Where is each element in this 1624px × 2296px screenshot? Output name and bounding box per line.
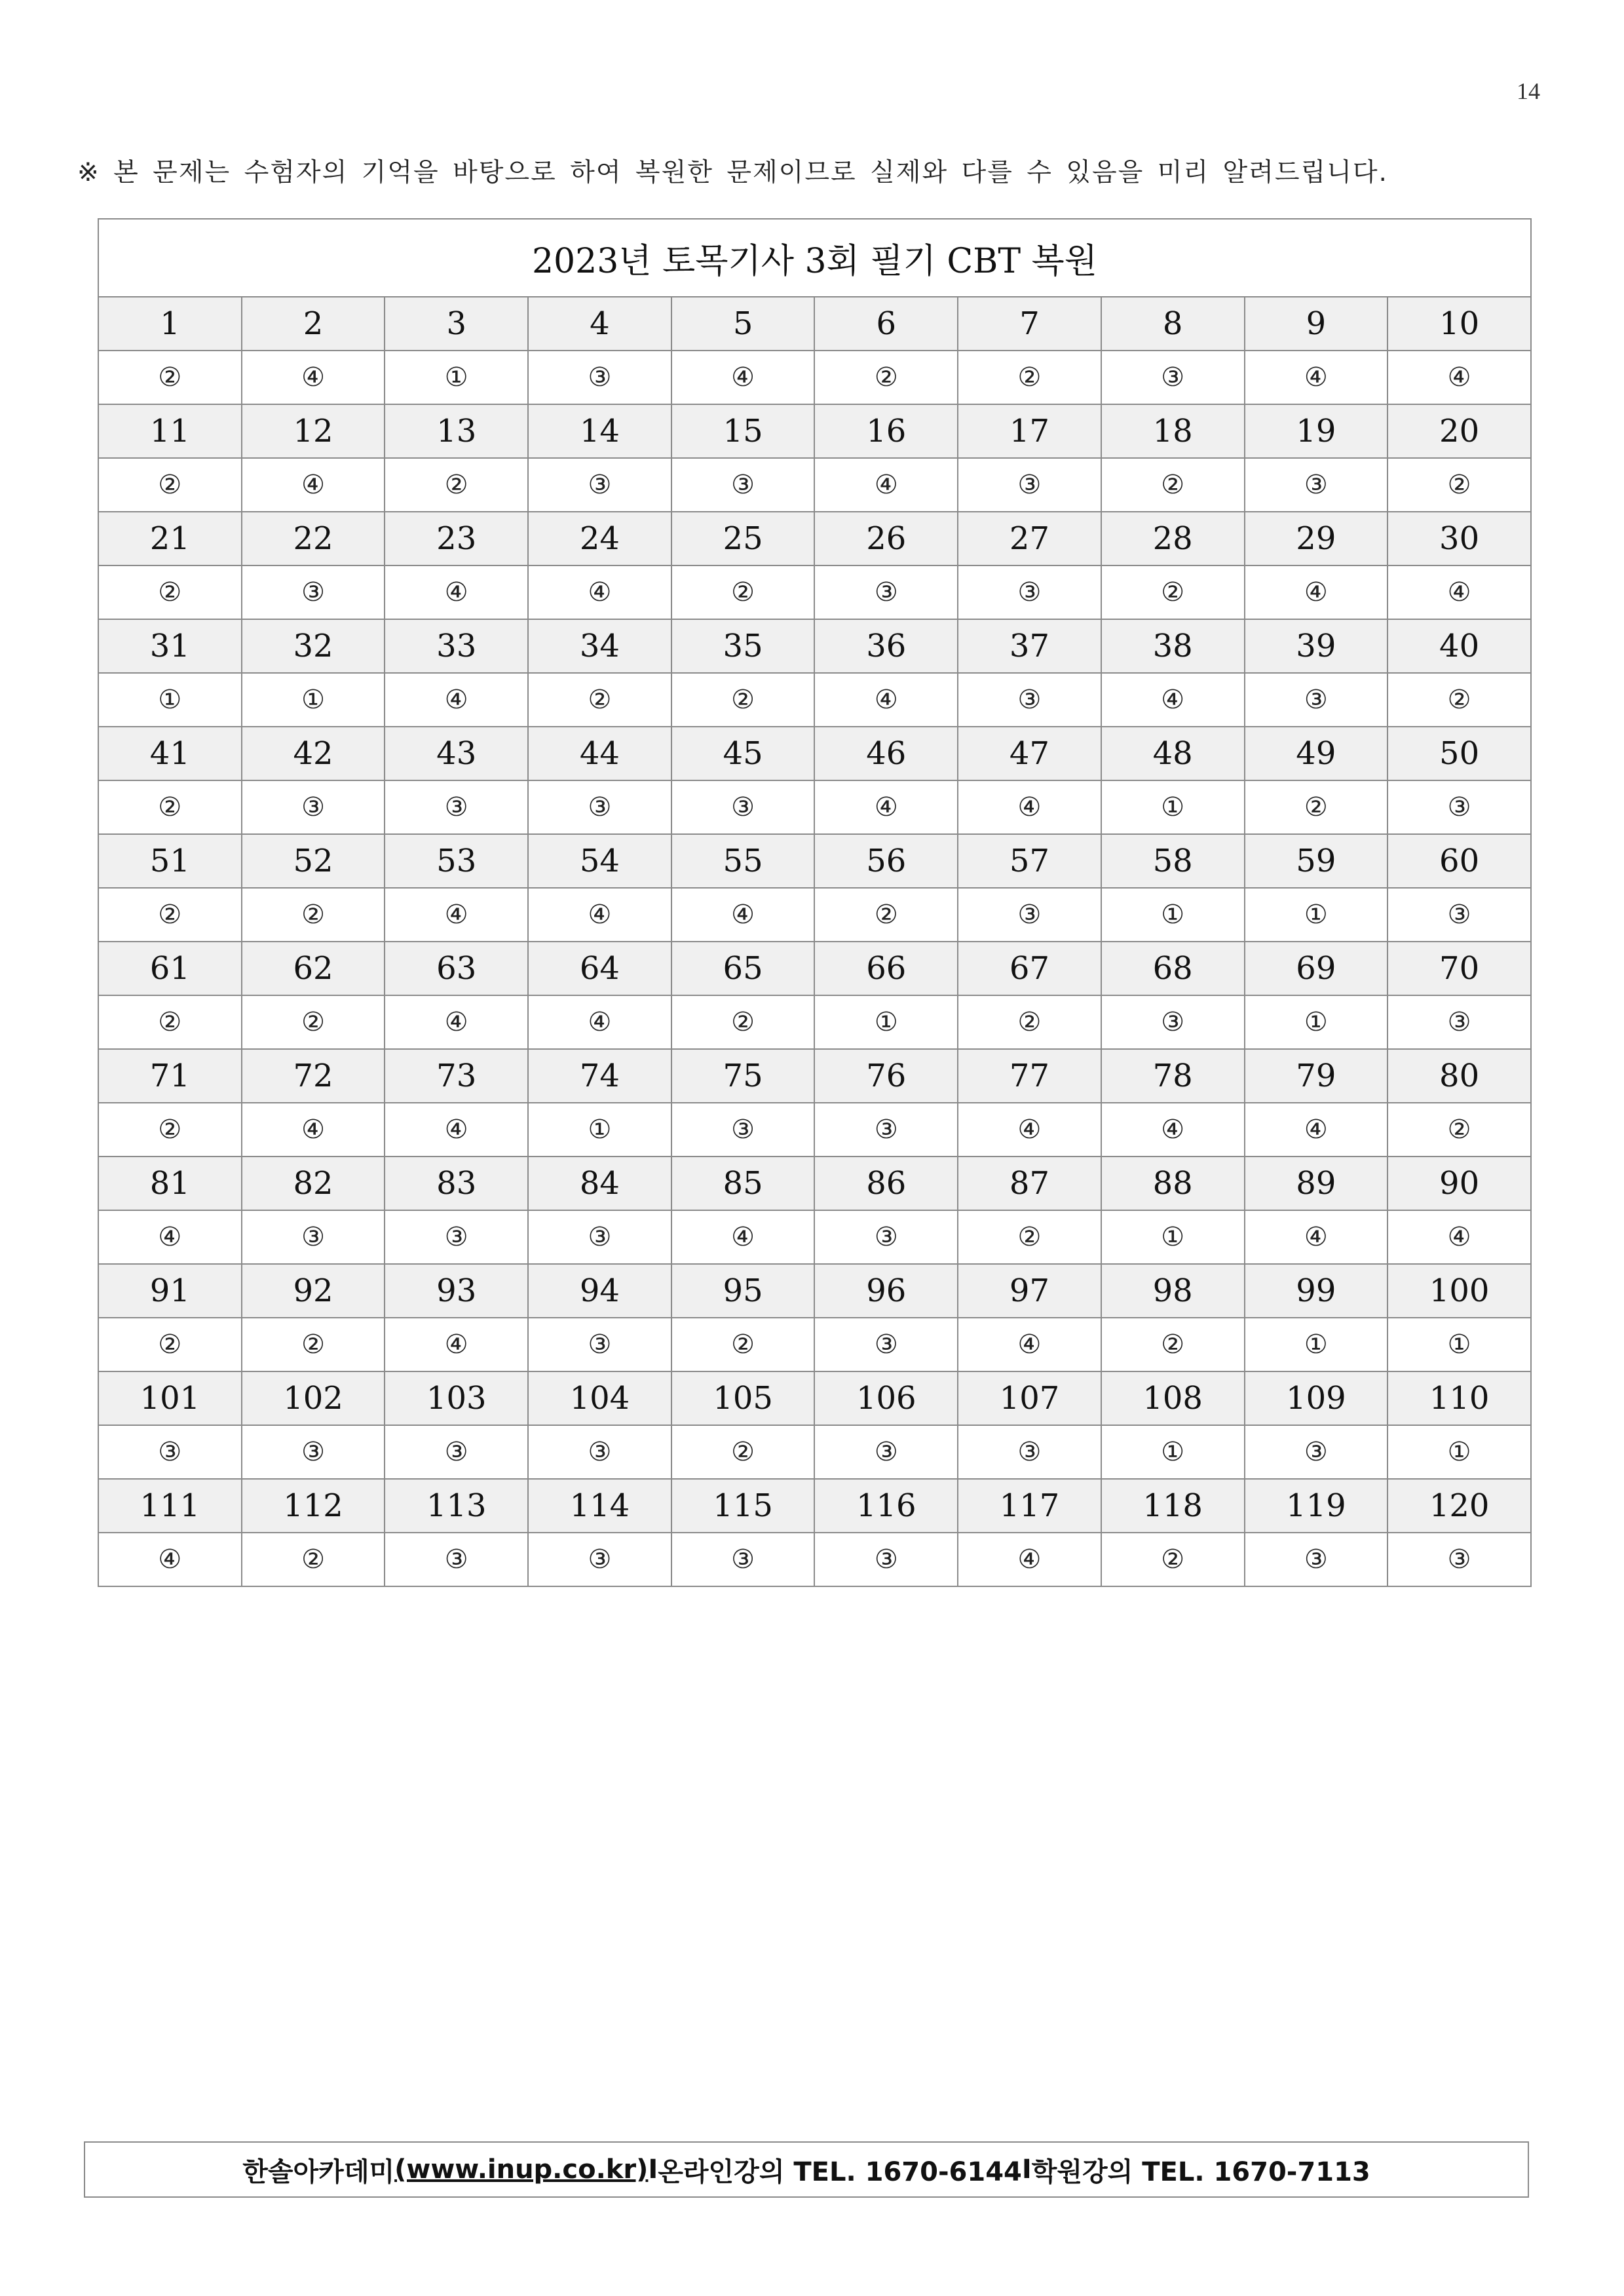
answer-cell: ②: [671, 673, 815, 727]
answer-cell: ④: [242, 351, 385, 404]
question-number-cell: 85: [671, 1157, 815, 1210]
question-number-cell: 36: [814, 619, 958, 673]
answer-cell: ①: [528, 1103, 671, 1157]
question-number-cell: 113: [385, 1479, 528, 1533]
question-number-cell: 3: [385, 297, 528, 351]
question-number-cell: 19: [1245, 404, 1388, 458]
question-number-cell: 112: [242, 1479, 385, 1533]
question-number-row: [98, 619, 1531, 673]
answer-cell: ②: [671, 565, 815, 619]
question-number-cell: 120: [1388, 1479, 1531, 1533]
question-number-cell: 114: [528, 1479, 671, 1533]
answer-cell: ②: [385, 458, 528, 512]
question-number-cell: 54: [528, 834, 671, 888]
answer-row: [98, 888, 1531, 942]
question-number-cell: 9: [1245, 297, 1388, 351]
answer-cell: ①: [1101, 1210, 1245, 1264]
question-number-cell: 96: [814, 1264, 958, 1318]
answer-cell: ②: [98, 458, 242, 512]
question-number-cell: 78: [1101, 1049, 1245, 1103]
answer-cell: ②: [1101, 565, 1245, 619]
answer-cell: ③: [671, 1103, 815, 1157]
answer-cell: ③: [528, 1425, 671, 1479]
question-number-cell: 92: [242, 1264, 385, 1318]
footer-offline-tel: 학원강의 TEL. 1670-7113: [1031, 2156, 1370, 2187]
answer-cell: ③: [1388, 1533, 1531, 1586]
question-number-cell: 95: [671, 1264, 815, 1318]
question-number-cell: 81: [98, 1157, 242, 1210]
answer-cell: ④: [1388, 351, 1531, 404]
answer-cell: ③: [385, 1210, 528, 1264]
question-number-row: [98, 1371, 1531, 1425]
answer-cell: ②: [242, 1318, 385, 1371]
question-number-row: [98, 1479, 1531, 1533]
answer-cell: ③: [671, 1533, 815, 1586]
answer-cell: ③: [385, 1425, 528, 1479]
answer-cell: ③: [385, 1533, 528, 1586]
answer-cell: ②: [98, 995, 242, 1049]
question-number-cell: 23: [385, 512, 528, 565]
question-number-cell: 84: [528, 1157, 671, 1210]
question-number-cell: 25: [671, 512, 815, 565]
question-number-cell: 48: [1101, 727, 1245, 780]
question-number-cell: 49: [1245, 727, 1388, 780]
question-number-cell: 14: [528, 404, 671, 458]
question-number-cell: 50: [1388, 727, 1531, 780]
answer-cell: ③: [242, 1210, 385, 1264]
question-number-cell: 33: [385, 619, 528, 673]
question-number-cell: 37: [958, 619, 1101, 673]
answer-cell: ④: [528, 995, 671, 1049]
answer-cell: ④: [671, 351, 815, 404]
question-number-cell: 116: [814, 1479, 958, 1533]
question-number-row: [98, 834, 1531, 888]
question-number-cell: 8: [1101, 297, 1245, 351]
question-number-cell: 22: [242, 512, 385, 565]
answer-cell: ④: [385, 1318, 528, 1371]
question-number-cell: 118: [1101, 1479, 1245, 1533]
question-number-cell: 15: [671, 404, 815, 458]
question-number-row: [98, 512, 1531, 565]
question-number-cell: 62: [242, 942, 385, 995]
question-number-cell: 5: [671, 297, 815, 351]
answer-cell: ①: [1101, 780, 1245, 834]
answer-cell: ④: [958, 1318, 1101, 1371]
question-number-cell: 20: [1388, 404, 1531, 458]
question-number-cell: 52: [242, 834, 385, 888]
answer-cell: ①: [242, 673, 385, 727]
question-number-cell: 1: [98, 297, 242, 351]
answer-cell: ②: [98, 1103, 242, 1157]
answer-cell: ④: [814, 780, 958, 834]
question-number-cell: 83: [385, 1157, 528, 1210]
question-number-cell: 64: [528, 942, 671, 995]
answer-cell: ③: [1388, 780, 1531, 834]
question-number-cell: 2: [242, 297, 385, 351]
question-number-cell: 53: [385, 834, 528, 888]
question-number-cell: 40: [1388, 619, 1531, 673]
answer-cell: ③: [1245, 673, 1388, 727]
footer-academy: 한솔아카데미: [242, 2156, 395, 2187]
answer-cell: ④: [1388, 565, 1531, 619]
answer-cell: ④: [671, 1210, 815, 1264]
answer-cell: ②: [242, 995, 385, 1049]
question-number-cell: 56: [814, 834, 958, 888]
question-number-cell: 31: [98, 619, 242, 673]
title-row: [98, 219, 1531, 297]
question-number-cell: 102: [242, 1371, 385, 1425]
answer-cell: ②: [958, 1210, 1101, 1264]
answer-cell: ③: [242, 780, 385, 834]
footer-bar: [84, 2141, 1529, 2198]
question-number-cell: 109: [1245, 1371, 1388, 1425]
answer-row: [98, 351, 1531, 404]
question-number-cell: 106: [814, 1371, 958, 1425]
question-number-cell: 7: [958, 297, 1101, 351]
answer-cell: ②: [1388, 1103, 1531, 1157]
footer-url-link[interactable]: (www.inup.co.kr): [394, 2154, 649, 2185]
answer-cell: ③: [671, 458, 815, 512]
answer-row: [98, 1210, 1531, 1264]
answer-cell: ②: [98, 351, 242, 404]
answer-cell: ④: [814, 673, 958, 727]
answer-cell: ③: [1388, 995, 1531, 1049]
question-number-cell: 42: [242, 727, 385, 780]
question-number-cell: 87: [958, 1157, 1101, 1210]
answer-cell: ①: [98, 673, 242, 727]
answer-cell: ②: [814, 351, 958, 404]
answer-row: [98, 565, 1531, 619]
question-number-cell: 66: [814, 942, 958, 995]
answer-cell: ③: [528, 458, 671, 512]
answer-cell: ②: [671, 995, 815, 1049]
question-number-cell: 107: [958, 1371, 1101, 1425]
answer-cell: ③: [385, 780, 528, 834]
question-number-cell: 10: [1388, 297, 1531, 351]
answer-row: [98, 1533, 1531, 1586]
answer-cell: ③: [528, 1318, 671, 1371]
question-number-cell: 68: [1101, 942, 1245, 995]
answer-cell: ①: [1245, 1318, 1388, 1371]
answer-cell: ④: [671, 888, 815, 942]
answer-cell: ③: [958, 888, 1101, 942]
answer-cell: ②: [958, 351, 1101, 404]
answer-cell: ③: [814, 1210, 958, 1264]
question-number-cell: 89: [1245, 1157, 1388, 1210]
answer-cell: ④: [958, 780, 1101, 834]
footer-online-tel: 온라인강의 TEL. 1670-6144: [658, 2156, 1022, 2187]
question-number-cell: 30: [1388, 512, 1531, 565]
answer-cell: ②: [528, 673, 671, 727]
question-number-cell: 59: [1245, 834, 1388, 888]
question-number-cell: 63: [385, 942, 528, 995]
answer-cell: ③: [671, 780, 815, 834]
question-number-cell: 45: [671, 727, 815, 780]
answer-row: [98, 1103, 1531, 1157]
question-number-row: [98, 297, 1531, 351]
answer-cell: ③: [958, 458, 1101, 512]
answer-cell: ③: [528, 351, 671, 404]
question-number-cell: 39: [1245, 619, 1388, 673]
answer-cell: ④: [98, 1533, 242, 1586]
question-number-cell: 21: [98, 512, 242, 565]
answer-cell: ④: [385, 1103, 528, 1157]
question-number-cell: 28: [1101, 512, 1245, 565]
question-number-cell: 74: [528, 1049, 671, 1103]
question-number-cell: 43: [385, 727, 528, 780]
question-number-cell: 100: [1388, 1264, 1531, 1318]
answer-cell: ④: [98, 1210, 242, 1264]
answer-cell: ②: [814, 888, 958, 942]
question-number-cell: 101: [98, 1371, 242, 1425]
question-number-cell: 103: [385, 1371, 528, 1425]
answer-cell: ④: [958, 1103, 1101, 1157]
question-number-cell: 88: [1101, 1157, 1245, 1210]
answer-cell: ③: [1245, 1533, 1388, 1586]
answer-cell: ④: [242, 1103, 385, 1157]
question-number-cell: 71: [98, 1049, 242, 1103]
answer-cell: ②: [671, 1318, 815, 1371]
answer-cell: ③: [528, 1533, 671, 1586]
question-number-row: [98, 1264, 1531, 1318]
question-number-cell: 51: [98, 834, 242, 888]
answer-cell: ②: [1388, 673, 1531, 727]
question-number-cell: 35: [671, 619, 815, 673]
answer-row: [98, 458, 1531, 512]
answer-cell: ②: [1101, 1533, 1245, 1586]
question-number-cell: 34: [528, 619, 671, 673]
question-number-row: [98, 942, 1531, 995]
answer-cell: ④: [528, 888, 671, 942]
question-number-cell: 105: [671, 1371, 815, 1425]
answer-cell: ③: [528, 1210, 671, 1264]
answer-cell: ④: [242, 458, 385, 512]
question-number-cell: 57: [958, 834, 1101, 888]
answer-cell: ②: [242, 1533, 385, 1586]
question-number-cell: 67: [958, 942, 1101, 995]
question-number-cell: 91: [98, 1264, 242, 1318]
answer-cell: ④: [385, 673, 528, 727]
answer-cell: ①: [385, 351, 528, 404]
answer-cell: ④: [385, 565, 528, 619]
question-number-cell: 110: [1388, 1371, 1531, 1425]
answer-table: [98, 218, 1532, 1587]
question-number-row: [98, 404, 1531, 458]
question-number-cell: 111: [98, 1479, 242, 1533]
answer-cell: ②: [98, 1318, 242, 1371]
question-number-cell: 77: [958, 1049, 1101, 1103]
answer-cell: ②: [1245, 780, 1388, 834]
answer-cell: ②: [1101, 1318, 1245, 1371]
question-number-cell: 24: [528, 512, 671, 565]
question-number-cell: 55: [671, 834, 815, 888]
answer-cell: ④: [385, 888, 528, 942]
answer-cell: ②: [242, 888, 385, 942]
question-number-cell: 93: [385, 1264, 528, 1318]
answer-cell: ④: [385, 995, 528, 1049]
question-number-cell: 44: [528, 727, 671, 780]
question-number-cell: 46: [814, 727, 958, 780]
question-number-cell: 38: [1101, 619, 1245, 673]
answer-cell: ④: [1388, 1210, 1531, 1264]
question-number-cell: 17: [958, 404, 1101, 458]
question-number-cell: 4: [528, 297, 671, 351]
question-number-cell: 79: [1245, 1049, 1388, 1103]
answer-cell: ④: [1245, 351, 1388, 404]
question-number-cell: 18: [1101, 404, 1245, 458]
question-number-cell: 27: [958, 512, 1101, 565]
answer-cell: ④: [1101, 1103, 1245, 1157]
answer-cell: ③: [814, 1533, 958, 1586]
question-number-cell: 104: [528, 1371, 671, 1425]
question-number-cell: 12: [242, 404, 385, 458]
page-number: 14: [1517, 78, 1540, 104]
question-number-cell: 72: [242, 1049, 385, 1103]
answer-cell: ④: [1101, 673, 1245, 727]
question-number-cell: 29: [1245, 512, 1388, 565]
question-number-cell: 75: [671, 1049, 815, 1103]
question-number-cell: 82: [242, 1157, 385, 1210]
answer-cell: ①: [1388, 1425, 1531, 1479]
answer-cell: ③: [1388, 888, 1531, 942]
answer-cell: ②: [98, 780, 242, 834]
answer-row: [98, 673, 1531, 727]
question-number-cell: 6: [814, 297, 958, 351]
answer-cell: ④: [1245, 1103, 1388, 1157]
question-number-cell: 80: [1388, 1049, 1531, 1103]
answer-cell: ①: [1245, 888, 1388, 942]
question-number-cell: 13: [385, 404, 528, 458]
answer-row: [98, 780, 1531, 834]
question-number-row: [98, 1049, 1531, 1103]
answer-cell: ③: [958, 565, 1101, 619]
answer-cell: ②: [98, 565, 242, 619]
question-number-row: [98, 1157, 1531, 1210]
answer-row: [98, 995, 1531, 1049]
answer-cell: ③: [814, 1103, 958, 1157]
answer-cell: ③: [958, 1425, 1101, 1479]
answer-cell: ②: [1388, 458, 1531, 512]
question-number-cell: 61: [98, 942, 242, 995]
question-number-cell: 70: [1388, 942, 1531, 995]
answer-cell: ③: [242, 565, 385, 619]
answer-row: [98, 1318, 1531, 1371]
question-number-cell: 90: [1388, 1157, 1531, 1210]
answer-cell: ②: [98, 888, 242, 942]
question-number-cell: 94: [528, 1264, 671, 1318]
answer-cell: ③: [98, 1425, 242, 1479]
question-number-cell: 41: [98, 727, 242, 780]
answer-cell: ③: [242, 1425, 385, 1479]
answer-cell: ③: [528, 780, 671, 834]
question-number-cell: 76: [814, 1049, 958, 1103]
answer-cell: ④: [528, 565, 671, 619]
question-number-cell: 11: [98, 404, 242, 458]
question-number-cell: 98: [1101, 1264, 1245, 1318]
answer-cell: ③: [814, 1425, 958, 1479]
question-number-cell: 47: [958, 727, 1101, 780]
answer-cell: ①: [1245, 995, 1388, 1049]
answer-cell: ③: [814, 565, 958, 619]
question-number-cell: 117: [958, 1479, 1101, 1533]
footer-separator: I: [1021, 2154, 1032, 2185]
question-number-cell: 32: [242, 619, 385, 673]
question-number-cell: 16: [814, 404, 958, 458]
answer-row: [98, 1425, 1531, 1479]
question-number-cell: 58: [1101, 834, 1245, 888]
answer-cell: ①: [1388, 1318, 1531, 1371]
answer-cell: ③: [1245, 458, 1388, 512]
question-number-cell: 115: [671, 1479, 815, 1533]
question-number-cell: 26: [814, 512, 958, 565]
answer-cell: ②: [1101, 458, 1245, 512]
answer-cell: ②: [958, 995, 1101, 1049]
answer-cell: ④: [958, 1533, 1101, 1586]
answer-cell: ④: [814, 458, 958, 512]
question-number-cell: 86: [814, 1157, 958, 1210]
question-number-cell: 65: [671, 942, 815, 995]
footer-separator: I: [648, 2154, 658, 2185]
question-number-cell: 99: [1245, 1264, 1388, 1318]
question-number-cell: 97: [958, 1264, 1101, 1318]
answer-cell: ③: [1101, 995, 1245, 1049]
question-number-cell: 60: [1388, 834, 1531, 888]
answer-cell: ①: [1101, 1425, 1245, 1479]
question-number-cell: 119: [1245, 1479, 1388, 1533]
answer-cell: ③: [958, 673, 1101, 727]
question-number-cell: 108: [1101, 1371, 1245, 1425]
answer-cell: ④: [1245, 1210, 1388, 1264]
question-number-cell: 69: [1245, 942, 1388, 995]
table-title: 2023년 토목기사 3회 필기 CBT 복원: [98, 219, 1531, 297]
answer-cell: ③: [814, 1318, 958, 1371]
answer-cell: ③: [1101, 351, 1245, 404]
notice-text: ※ 본 문제는 수험자의 기억을 바탕으로 하여 복원한 문제이므로 실제와 다를 수 있음을 미리 알려드립니다.: [77, 158, 1388, 187]
answer-cell: ①: [814, 995, 958, 1049]
question-number-row: [98, 727, 1531, 780]
answer-cell: ②: [671, 1425, 815, 1479]
answer-cell: ④: [1245, 565, 1388, 619]
answer-cell: ③: [1245, 1425, 1388, 1479]
answer-cell: ①: [1101, 888, 1245, 942]
question-number-cell: 73: [385, 1049, 528, 1103]
